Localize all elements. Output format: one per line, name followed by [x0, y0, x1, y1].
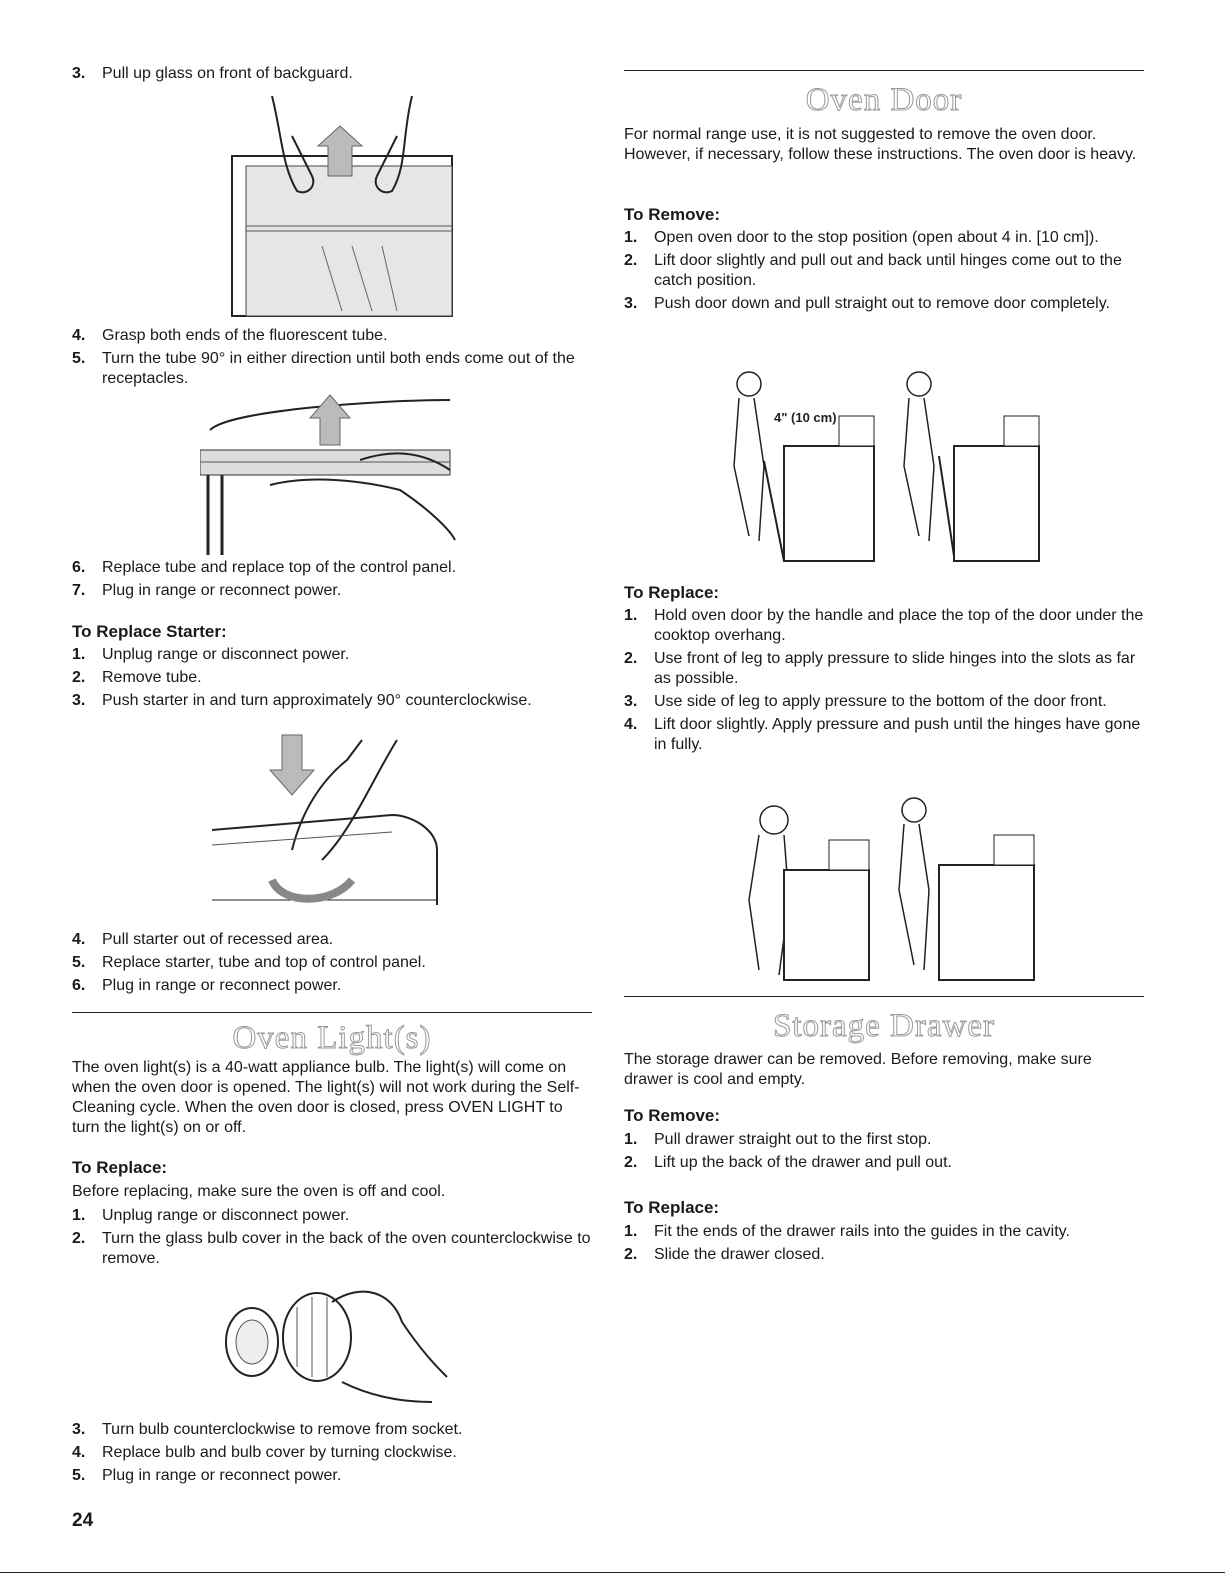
step-number: 1.	[72, 1207, 86, 1224]
steps-bulb-b	[72, 1420, 592, 1489]
list-item	[72, 668, 592, 688]
step-number: 1.	[624, 607, 638, 624]
oven-lights-title: Oven Light(s)	[232, 1020, 432, 1056]
steps-starter	[72, 645, 592, 714]
step-number: 4.	[72, 931, 86, 948]
step-number: 4.	[72, 1444, 86, 1461]
door-open-label: 4" (10 cm)	[774, 410, 837, 425]
steps-replace-tube	[72, 558, 592, 604]
step-number: 5.	[72, 350, 86, 367]
step-text: Use front of leg to apply pressure to slide hinges into the slots as far as possible.	[654, 650, 1136, 687]
list-item	[624, 1245, 1144, 1265]
oven-door-remove-heading: To Remove:	[624, 205, 721, 224]
step-text: Lift door slightly. Apply pressure and push until the hinges have gone in fully.	[654, 716, 1141, 753]
list-item	[72, 1443, 592, 1463]
oven-lights-replace-intro: Before replacing, make sure the oven is off and cool.	[72, 1183, 446, 1200]
step-text: Turn the glass bulb cover in the back of the oven counterclockwise to remove.	[102, 1230, 591, 1267]
step-text: Replace tube and replace top of the control panel.	[102, 559, 457, 576]
list-item	[624, 1222, 1144, 1242]
step-number: 1.	[624, 229, 638, 246]
list-item	[72, 581, 592, 601]
step-number: 4.	[624, 716, 638, 733]
figure-door-replace	[734, 790, 1044, 985]
step-text: Replace starter, tube and top of control panel.	[102, 954, 426, 971]
section-divider	[72, 1012, 592, 1013]
steps-drawer-remove	[624, 1130, 1144, 1176]
step-text: Lift door slightly and pull out and back until hinges come out to the catch position.	[654, 252, 1122, 289]
step-text: Slide the drawer closed.	[654, 1246, 825, 1263]
step-text: Use side of leg to apply pressure to the bottom of the door front.	[654, 693, 1107, 710]
step-text: Open oven door to the stop position (open about 4 in. [10 cm]).	[654, 229, 1099, 246]
list-item	[72, 349, 592, 389]
oven-lights-replace-heading: To Replace:	[72, 1158, 168, 1177]
page-bottom-rule	[0, 1572, 1225, 1573]
step-text: Fit the ends of the drawer rails into the guides in the cavity.	[654, 1223, 1070, 1240]
step-number: 1.	[624, 1223, 638, 1240]
step-number: 5.	[72, 954, 86, 971]
step-number: 2.	[624, 1246, 638, 1263]
list-item	[624, 1130, 1144, 1150]
step-number: 2.	[624, 252, 638, 269]
storage-drawer-title: Storage Drawer	[773, 1008, 995, 1044]
step-text: Plug in range or reconnect power.	[102, 1467, 342, 1484]
list-item	[72, 691, 592, 711]
storage-drawer-intro: The storage drawer can be removed. Before removing, make sure drawer is cool and empty.	[624, 1051, 1092, 1088]
step-number: 2.	[624, 650, 638, 667]
step-number: 3.	[72, 1421, 86, 1438]
step-text: Unplug range or disconnect power.	[102, 1207, 350, 1224]
figure-bulb-cover	[222, 1282, 452, 1412]
step-text: Plug in range or reconnect power.	[102, 977, 342, 994]
step-text: Push door down and pull straight out to remove door completely.	[654, 295, 1110, 312]
step-text: Turn bulb counterclockwise to remove from socket.	[102, 1421, 463, 1438]
figure-turn-tube	[200, 390, 460, 555]
step-number: 5.	[72, 1467, 86, 1484]
step-number: 3.	[72, 65, 86, 82]
list-item	[72, 645, 592, 665]
list-item	[72, 326, 592, 346]
list-item	[624, 692, 1144, 712]
steps-drawer-replace	[624, 1222, 1144, 1268]
list-item	[624, 294, 1144, 314]
step-text: Grasp both ends of the fluorescent tube.	[102, 327, 388, 344]
step-text: Unplug range or disconnect power.	[102, 646, 350, 663]
step-text: Replace bulb and bulb cover by turning clockwise.	[102, 1444, 457, 1461]
list-item	[72, 1420, 592, 1440]
list-item	[72, 1466, 592, 1486]
list-item	[72, 1229, 592, 1269]
oven-lights-intro: The oven light(s) is a 40-watt appliance bulb. The light(s) will come on when the oven door is opened. The light(s) will not work during the Self-Cleaning cycle. When the oven door is closed, press OVEN LIGHT to turn the light(s) on or off.	[72, 1059, 580, 1136]
list-item	[624, 1153, 1144, 1173]
list-item	[624, 649, 1144, 689]
step-text: Turn the tube 90° in either direction until both ends come out of the receptacles.	[102, 350, 575, 387]
step-text: Plug in range or reconnect power.	[102, 582, 342, 599]
steps-bulb-a	[72, 1206, 592, 1272]
list-item	[72, 64, 592, 84]
starter-heading: To Replace Starter:	[72, 622, 227, 641]
list-item	[72, 953, 592, 973]
list-item	[72, 558, 592, 578]
step-text: Pull up glass on front of backguard.	[102, 65, 353, 82]
step-number: 1.	[624, 1131, 638, 1148]
step-number: 2.	[72, 1230, 86, 1247]
list-item	[624, 228, 1144, 248]
figure-door-remove	[724, 366, 1044, 571]
oven-door-replace-heading: To Replace:	[624, 583, 720, 602]
section-divider	[624, 70, 1144, 71]
list-item	[624, 251, 1144, 291]
figure-pull-glass	[212, 96, 462, 321]
list-item	[624, 606, 1144, 646]
step-number: 2.	[72, 669, 86, 686]
oven-door-intro: For normal range use, it is not suggested to remove the oven door. However, if necessary, follow these instructions. The oven door is heavy.	[624, 126, 1137, 163]
step-text: Pull starter out of recessed area.	[102, 931, 334, 948]
figure-starter	[212, 720, 452, 920]
section-divider	[624, 996, 1144, 997]
step-text: Pull drawer straight out to the first stop.	[654, 1131, 932, 1148]
step-number: 6.	[72, 977, 86, 994]
storage-drawer-remove-heading: To Remove:	[624, 1106, 721, 1125]
list-item	[72, 1206, 592, 1226]
steps-door-remove	[624, 228, 1144, 317]
step-number: 1.	[72, 646, 86, 663]
step-number: 4.	[72, 327, 86, 344]
steps-door-replace	[624, 606, 1144, 758]
step-text: Push starter in and turn approximately 90° counterclockwise.	[102, 692, 532, 709]
list-item	[624, 715, 1144, 755]
oven-door-title: Oven Door	[805, 82, 963, 118]
step-number: 6.	[72, 559, 86, 576]
step-text: Hold oven door by the handle and place the top of the door under the cooktop overhang.	[654, 607, 1144, 644]
steps-tube	[72, 326, 592, 392]
step-number: 2.	[624, 1154, 638, 1171]
page-number: 24	[72, 1510, 94, 1531]
list-item	[72, 930, 592, 950]
list-item	[72, 976, 592, 996]
step-text: Lift up the back of the drawer and pull out.	[654, 1154, 952, 1171]
step-number: 7.	[72, 582, 86, 599]
storage-drawer-replace-heading: To Replace:	[624, 1198, 720, 1217]
step-number: 3.	[72, 692, 86, 709]
steps-backguard	[72, 64, 592, 87]
step-number: 3.	[624, 295, 638, 312]
step-text: Remove tube.	[102, 669, 202, 686]
steps-after-starter	[72, 930, 592, 999]
step-number: 3.	[624, 693, 638, 710]
